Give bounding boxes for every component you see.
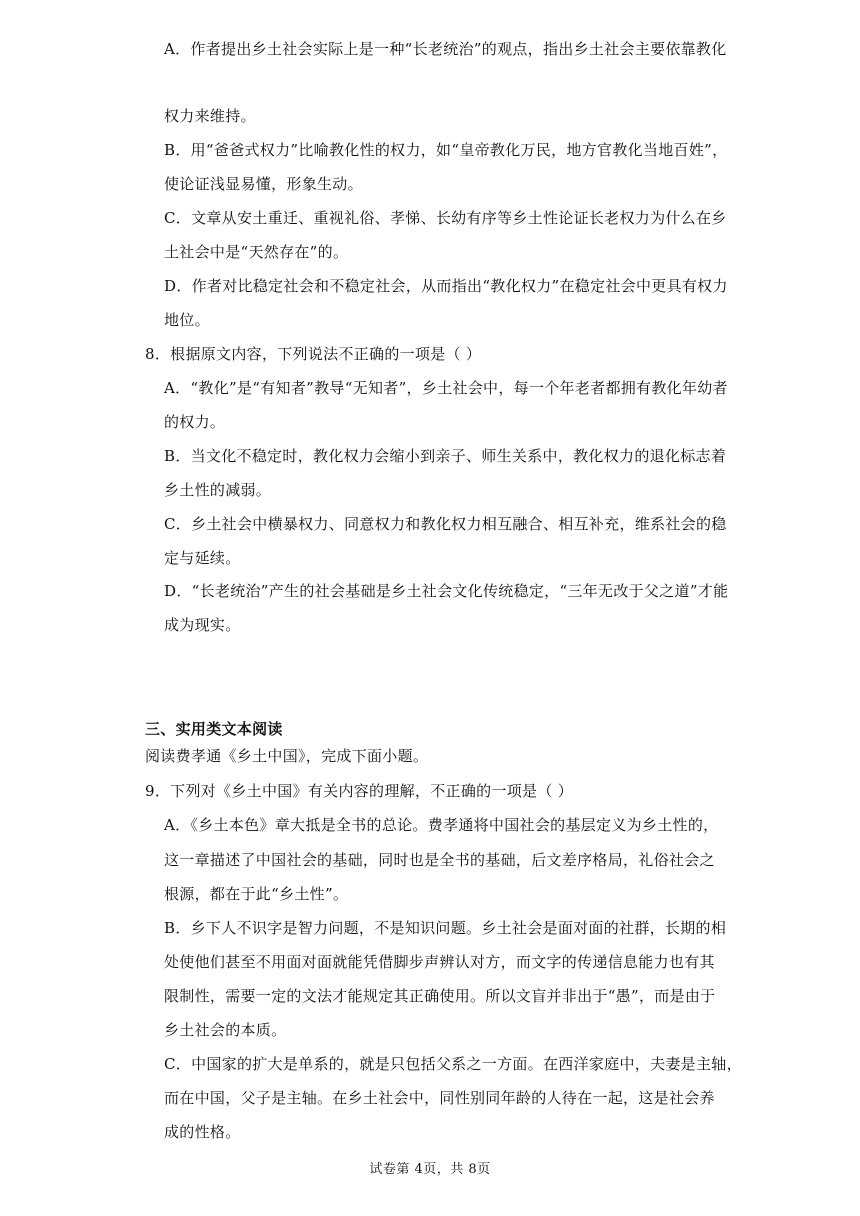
q7-option-b-line1: B．用“爸爸式权力”比喻教化性的权力，如“皇帝教化万民，地方官教化当地百姓”， <box>164 141 728 159</box>
q7-option-c-line2: 土社会中是“天然存在”的。 <box>164 243 349 261</box>
q9-option-c-line1: C．中国家的扩大是单系的，就是只包括父系之一方面。在西洋家庭中，夫妻是主轴， <box>164 1055 742 1073</box>
q7-option-a-line2: 权力来维持。 <box>164 107 256 125</box>
q9-option-b-line2: 处使他们甚至不用面对面就能凭借脚步声辨认对方，而文字的传递信息能力也有其 <box>164 953 715 971</box>
q9-stem: 9．下列对《乡土中国》有关内容的理解，不正确的一项是（ ） <box>145 782 574 800</box>
q8-option-c-line1: C．乡土社会中横暴权力、同意权力和教化权力相互融合、相互补充，维系社会的稳 <box>164 515 727 533</box>
q8-option-b-line1: B．当文化不稳定时，教化权力会缩小到亲子、师生关系中，教化权力的退化标志着 <box>164 447 727 465</box>
q9-option-b-line4: 乡土社会的本质。 <box>164 1021 287 1039</box>
q7-option-d-line2: 地位。 <box>164 311 210 329</box>
q7-option-d-line1: D．作者对比稳定社会和不稳定社会，从而指出“教化权力”在稳定社会中更具有权力 <box>164 277 728 295</box>
q9-option-b-line3: 限制性，需要一定的文法才能规定其正确使用。所以文盲并非出于“愚”，而是由于 <box>164 987 716 1005</box>
q9-option-a-line1: A．《乡土本色》章大抵是全书的总论。费孝通将中国社会的基层定义为乡土性的， <box>164 816 719 834</box>
q8-option-c-line2: 定与延续。 <box>164 549 241 567</box>
q7-option-c-line1: C．文章从安土重迁、重视礼俗、孝悌、长幼有序等乡土性论证长老权力为什么在乡 <box>164 209 727 227</box>
q7-option-a-line1: A．作者提出乡土社会实际上是一种“长老统治”的观点，指出乡土社会主要依靠教化 <box>164 40 727 58</box>
q8-stem: 8．根据原文内容，下列说法不正确的一项是（ ） <box>145 345 482 363</box>
q9-option-c-line3: 成的性格。 <box>164 1123 241 1141</box>
section-intro: 阅读费孝通《乡土中国》，完成下面小题。 <box>145 747 429 765</box>
q8-option-b-line2: 乡土性的减弱。 <box>164 481 272 499</box>
q9-option-c-line2: 而在中国，父子是主轴。在乡土社会中，同性别同年龄的人待在一起，这是社会养 <box>164 1089 715 1107</box>
q8-option-a-line2: 的权力。 <box>164 413 226 431</box>
q9-option-b-line1: B．乡下人不识字是智力问题，不是知识问题。乡土社会是面对面的社群，长期的相 <box>164 919 727 937</box>
q7-option-b-line2: 使论证浅显易懂，形象生动。 <box>164 175 363 193</box>
q9-option-a-line2: 这一章描述了中国社会的基础，同时也是全书的基础，后文差序格局，礼俗社会之 <box>164 851 715 869</box>
page-footer: 试卷第 4页，共 8页 <box>369 1162 491 1177</box>
section-heading: 三、实用类文本阅读 <box>145 720 283 738</box>
q8-option-a-line1: A．“教化”是“有知者”教导“无知者”，乡土社会中，每一个年老者都拥有教化年幼者 <box>164 379 728 397</box>
q8-option-d-line1: D．“长老统治”产生的社会基础是乡土社会文化传统稳定，“三年无改于父之道”才能 <box>164 582 729 600</box>
q9-option-a-line3: 根源，都在于此“乡土性”。 <box>164 885 349 903</box>
q8-option-d-line2: 成为现实。 <box>164 616 241 634</box>
